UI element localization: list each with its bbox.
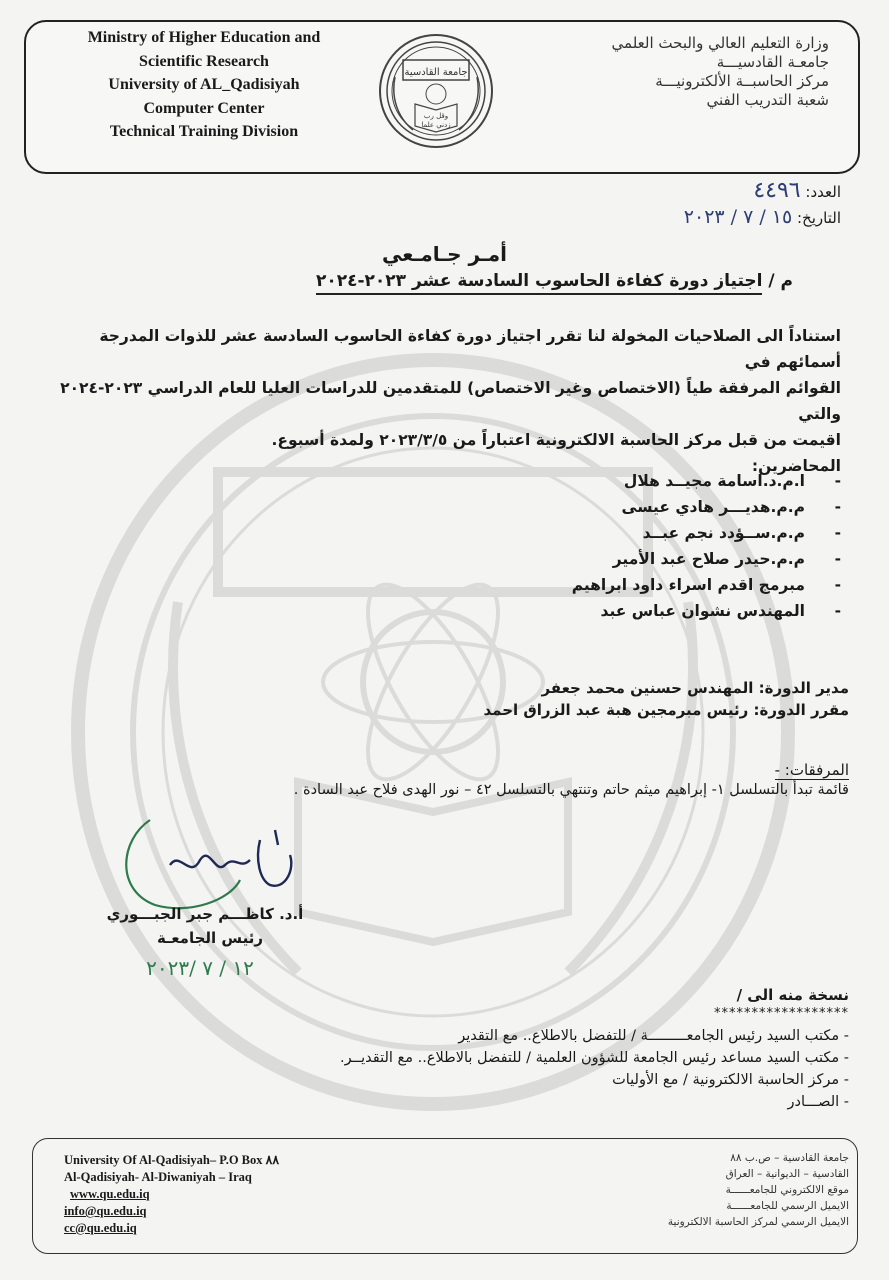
order-title: أمـر جـامـعي (382, 242, 507, 266)
list-item: - ا.م.د.اسامة مجيــد هلال (623, 472, 841, 490)
footer-english (64, 1152, 279, 1237)
list-item: - المهندس نشوان عباس عبد (600, 602, 841, 620)
list-item: - مركز الحاسبة الالكترونية / مع الأوليات (612, 1072, 849, 1088)
course-rapporteur: مقرر الدورة: رئيس مبرمجين هبة عبد الزراق احمد (483, 701, 849, 719)
footer-ar-line: الايميل الرسمي لمركز الحاسبة الالكترونية (667, 1216, 849, 1228)
footer-address-line: Al-Qadisiyah- Al-Diwaniyah – Iraq (64, 1170, 252, 1184)
info-email-link[interactable]: info@qu.edu.iq (64, 1204, 147, 1218)
footer-ar-line: موقع الالكتروني للجامعــــــة (725, 1184, 849, 1196)
signature-date: ١٢ / ٧ /٢٠٢٣ (146, 956, 254, 980)
lecturer-name: مبرمج اقدم اسراء داود ابراهيم (571, 576, 805, 594)
lecturer-name: ا.م.د.اسامة مجيــد هلال (623, 472, 805, 490)
footer-ar-line: الايميل الرسمي للجامعــــــة (726, 1200, 849, 1212)
attachments-label (549, 760, 849, 781)
attachments-label-text: المرفقات: - (774, 761, 849, 779)
course-director: مدير الدورة: المهندس حسنين محمد جعفر (541, 679, 849, 697)
subject-prefix: م / (768, 271, 793, 291)
footer-ar-line: القادسية – الديوانية – العراق (725, 1168, 849, 1180)
list-item: - م.م.هديـــر هادي عيسى (621, 498, 841, 516)
lecturer-name: م.م.حيدر صلاح عبد الأمير (612, 550, 805, 568)
university-logo-seal (377, 32, 495, 150)
lecturers-label: المحاضرين: (751, 457, 841, 475)
footer-arabic (589, 1150, 849, 1230)
letterhead-english (44, 26, 364, 144)
lecturer-name: م.م.هديـــر هادي عيسى (621, 498, 805, 516)
list-item: - مبرمج اقدم اسراء داود ابراهيم (571, 576, 841, 594)
body-line: اقيمت من قبل مركز الحاسبة الالكترونية اعتباراً من ٢٠٢٣/٣/٥ ولمدة أسبوع. (271, 431, 841, 449)
website-link[interactable]: www.qu.edu.iq (70, 1187, 150, 1201)
list-item: - م.م.حيدر صلاح عبد الأمير (612, 550, 841, 568)
copies-separator: ****************** (714, 1006, 849, 1021)
number-value: ٤٤٩٦ (753, 178, 801, 203)
letterhead-arabic (489, 34, 829, 110)
body-line: استناداً الى الصلاحيات المخولة لنا تقرر اجتياز دورة كفاءة الحاسوب السادسة عشر للذوات المدرجة أسمائهم في (99, 327, 841, 371)
seal-text: زدني علما (421, 121, 451, 129)
signatory-title: رئيس الجامعـة (156, 929, 263, 947)
order-subject (73, 271, 793, 291)
signatory-name: أ.د. كاظـــم جبر الجبـــوري (106, 905, 304, 923)
number-label: العدد: (805, 183, 841, 201)
letterhead-ar-line: وزارة التعليم العالي والبحث العلمي (611, 34, 829, 52)
date-label: التاريخ: (797, 209, 841, 227)
letterhead-en-line: Computer Center (143, 99, 265, 117)
order-body (41, 323, 841, 453)
list-item: - مكتب السيد مساعد رئيس الجامعة للشؤون العلمية / للتفضل بالاطلاع.. مع التقديــر. (340, 1050, 849, 1066)
attachments-text: قائمة تبدأ بالتسلسل ١- إبراهيم ميثم حاتم وتنتهي بالتسلسل ٤٢ – نور الهدى فلاح عبد السادة . (293, 782, 849, 798)
footer-ar-line: جامعة القادسية – ص.ب ٨٨ (730, 1152, 849, 1164)
letterhead-ar-line: جامعـة القادسيـــة (716, 53, 829, 71)
copies-label: نسخة منه الى / (736, 986, 849, 1004)
letterhead-en-line: Scientific Research (139, 52, 269, 70)
lecturer-name: المهندس نشوان عباس عبد (600, 602, 805, 620)
document-number (581, 178, 841, 203)
letterhead-ar-line: شعبة التدريب الفني (706, 91, 829, 109)
letterhead-ar-line: مركز الحاسبــة الألكترونيـــة (655, 72, 829, 90)
subject-text: اجتياز دورة كفاءة الحاسوب السادسة عشر ٢٠٢٣-٢٠٢٤ (316, 271, 763, 295)
letterhead-en-line: Technical Training Division (109, 123, 299, 140)
lecturer-name: م.م.ســؤدد نجم عبــد (642, 524, 805, 542)
seal-text: جامعة القادسية (404, 67, 468, 78)
copies-list (49, 1025, 849, 1113)
letterhead-en-line: Ministry of Higher Education and (87, 29, 321, 46)
cc-email-link[interactable]: cc@qu.edu.iq (64, 1221, 137, 1235)
letterhead-en-line: University of AL_Qadisiyah (108, 76, 300, 93)
lecturers-list (405, 468, 841, 624)
seal-text: وقل رب (423, 112, 449, 120)
footer-address-line: University Of Al-Qadisiyah– P.O Box ٨٨ (64, 1153, 280, 1167)
list-item: - الصـــادر (787, 1094, 849, 1110)
date-value: ١٥ / ٧ / ٢٠٢٣ (683, 206, 793, 228)
list-item: - م.م.ســؤدد نجم عبــد (642, 524, 841, 542)
document-date (581, 206, 841, 228)
list-item: - مكتب السيد رئيس الجامعـــــــــة / للتفضل بالاطلاع.. مع التقدير (458, 1028, 849, 1044)
body-line: القوائم المرفقة طياً (الاختصاص وغير الاختصاص) للمتقدمين للدراسات العليا للعام الدراسي ٢٠٢٣-٢٠٢٤ والتي (60, 379, 841, 423)
